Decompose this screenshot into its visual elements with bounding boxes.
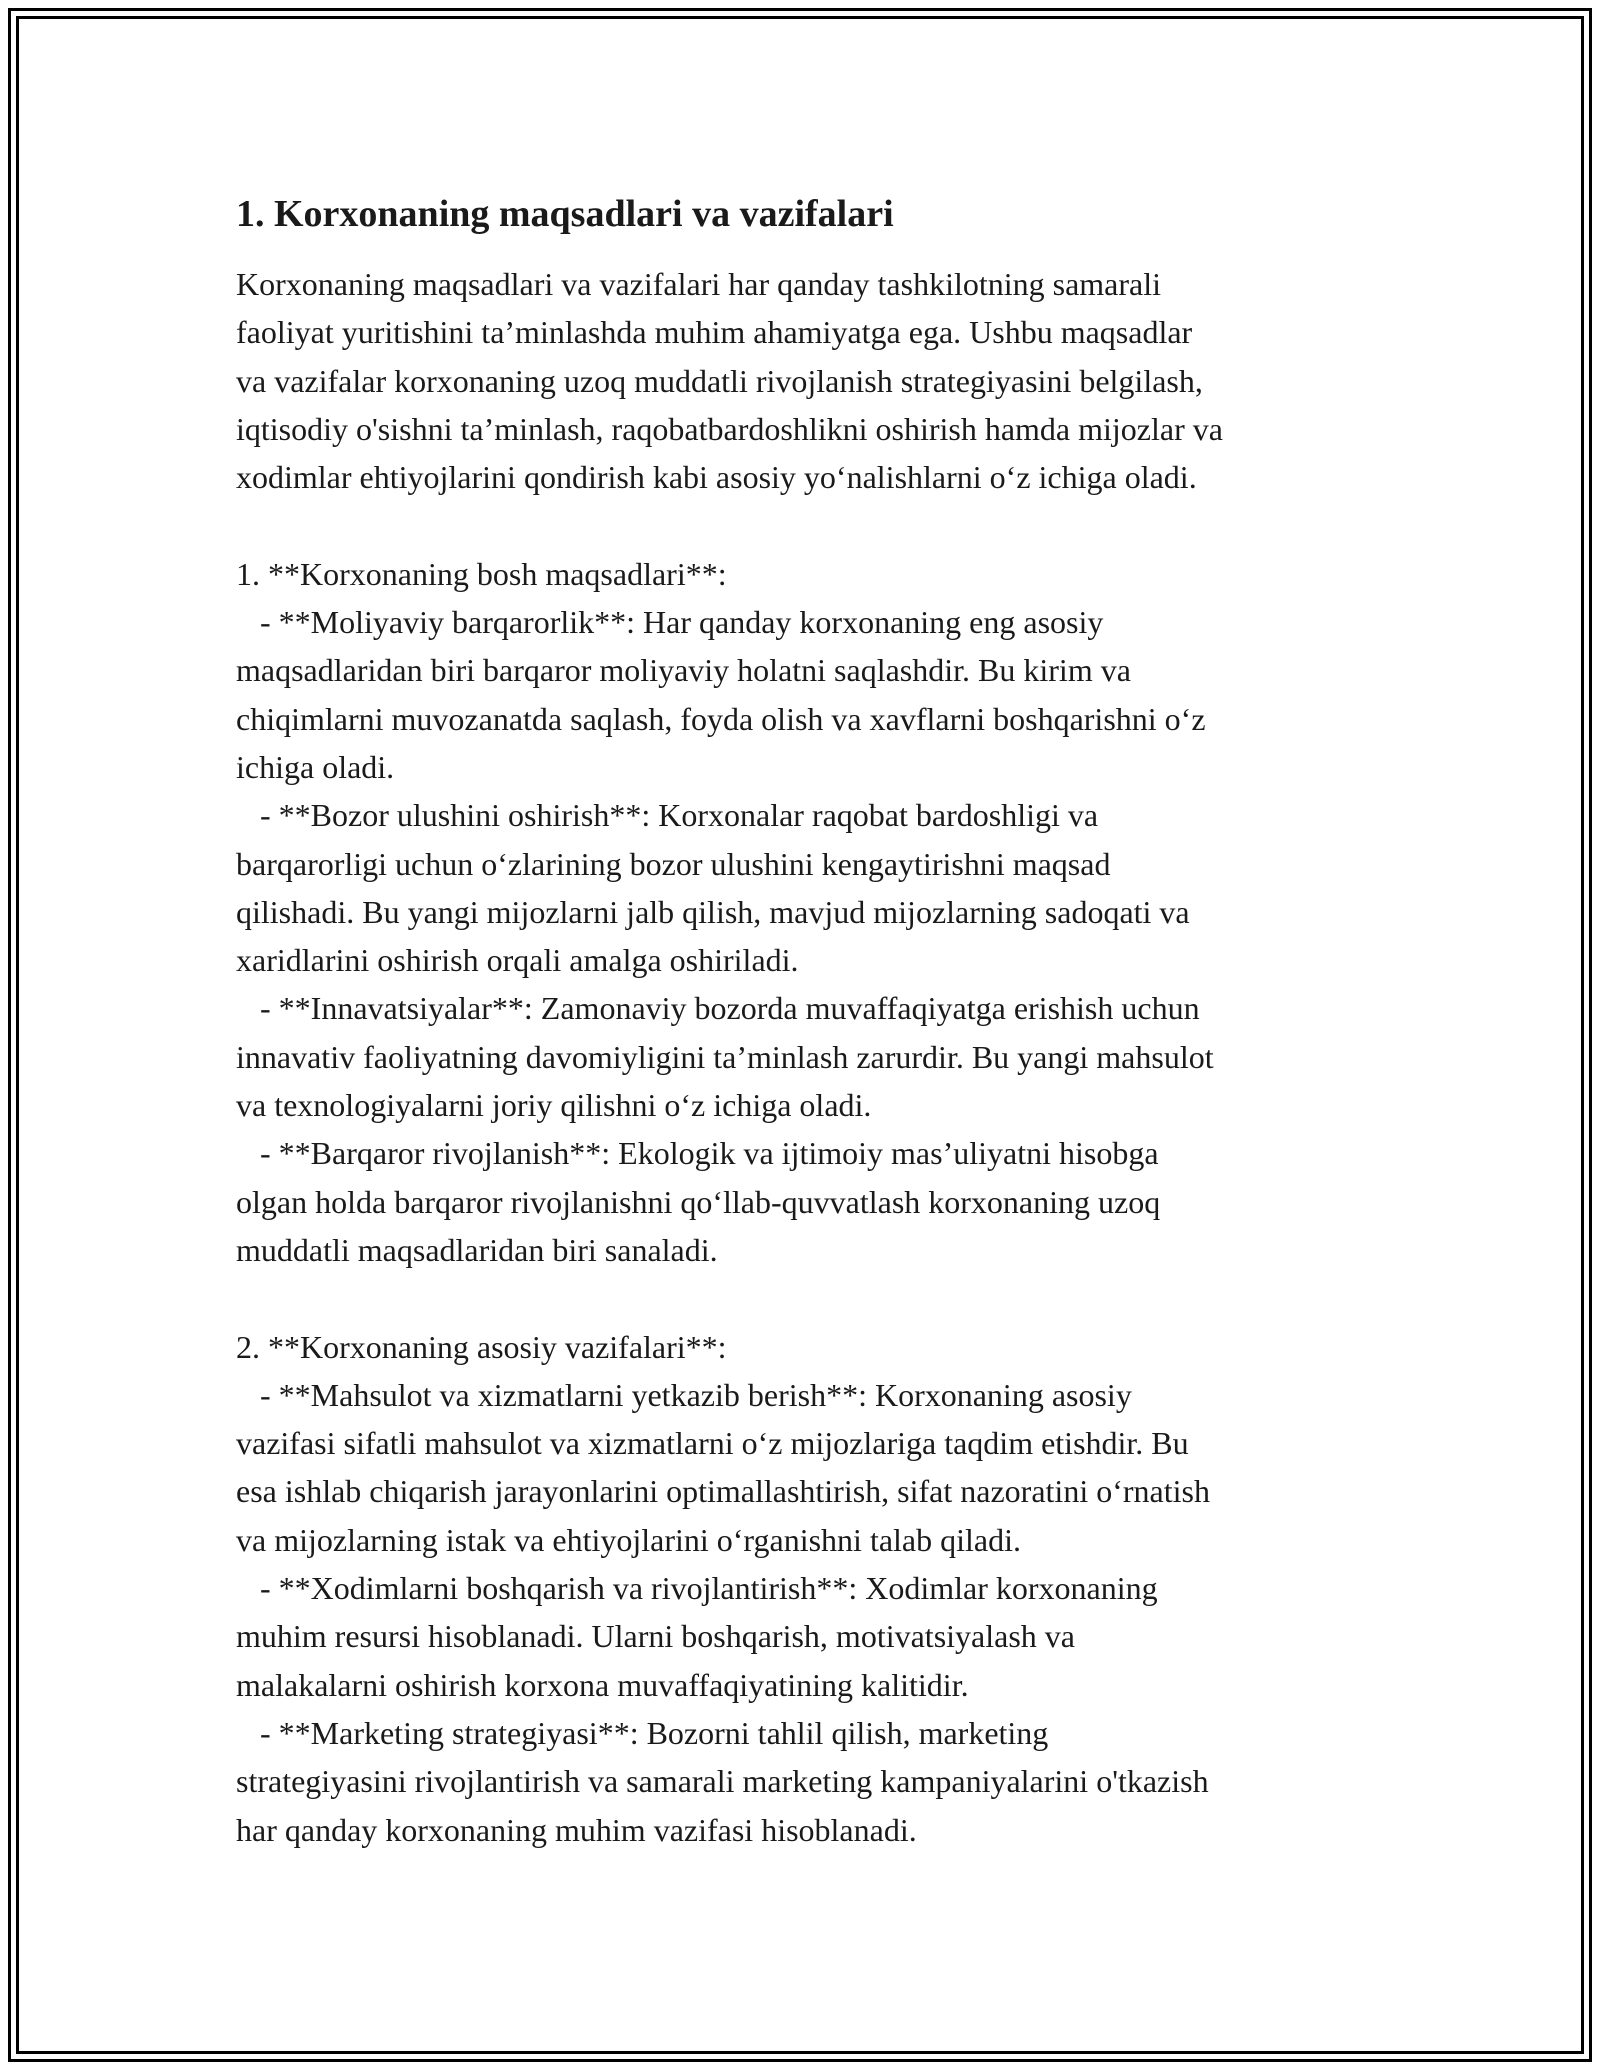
text-line: muddatli maqsadlaridan biri sanaladi.: [236, 1231, 718, 1268]
text-line: - **Bozor ulushini oshirish**: Korxonalar raqobat bardoshligi va: [236, 797, 1099, 834]
text-line: va texnologiyalarni joriy qilishni o‘z ichiga oladi.: [236, 1087, 872, 1124]
text-line: muhim resursi hisoblanadi. Ularni boshqarish, motivatsiyalash va: [236, 1618, 1075, 1655]
text-line: har qanday korxonaning muhim vazifasi hisoblanadi.: [236, 1811, 917, 1848]
text-line: iqtisodiy o'sishni ta’minlash, raqobatbardoshlikni oshirish hamda mijozlar va: [236, 410, 1223, 447]
paragraph-gap: [236, 1274, 1386, 1322]
section-heading: 1. **Korxonaning bosh maqsadlari**:: [236, 555, 727, 592]
text-line: - **Barqaror rivojlanish**: Ekologik va ijtimoiy mas’uliyatni hisobga: [236, 1135, 1159, 1172]
section-main-goals: [236, 550, 1386, 1274]
text-line: - **Mahsulot va xizmatlarni yetkazib berish**: Korxonaning asosiy: [236, 1376, 1132, 1413]
text-line: xaridlarini oshirish orqali amalga oshiriladi.: [236, 942, 799, 979]
text-line: strategiyasini rivojlantirish va samarali marketing kampaniyalarini o'tkazish: [236, 1763, 1209, 1800]
text-line: - **Innavatsiyalar**: Zamonaviy bozorda muvaffaqiyatga erishish uchun: [236, 990, 1200, 1027]
section-heading: 2. **Korxonaning asosiy vazifalari**:: [236, 1328, 727, 1365]
section-main-tasks: [236, 1323, 1386, 1854]
page-title: 1. Korxonaning maqsadlari va vazifalari: [236, 193, 894, 235]
text-line: ichiga oladi.: [236, 748, 395, 785]
text-line: - **Marketing strategiyasi**: Bozorni tahlil qilish, marketing: [236, 1714, 1049, 1751]
text-line: va vazifalar korxonaning uzoq muddatli rivojlanish strategiyasini belgilash,: [236, 362, 1203, 399]
document-body: [236, 186, 1386, 1854]
text-line: malakalarni oshirish korxona muvaffaqiyatining kalitidir.: [236, 1666, 969, 1703]
text-line: esa ishlab chiqarish jarayonlarini optimallashtirish, sifat nazoratini o‘rnatish: [236, 1473, 1210, 1510]
text-line: innavativ faoliyatning davomiyligini ta’minlash zarurdir. Bu yangi mahsulot: [236, 1038, 1214, 1075]
text-line: maqsadlaridan biri barqaror moliyaviy holatni saqlashdir. Bu kirim va: [236, 652, 1131, 689]
text-line: olgan holda barqaror rivojlanishni qo‘llab-quvvatlash korxonaning uzoq: [236, 1183, 1161, 1220]
text-line: chiqimlarni muvozanatda saqlash, foyda olish va xavflarni boshqarishni o‘z: [236, 700, 1206, 737]
text-line: xodimlar ehtiyojlarini qondirish kabi asosiy yo‘nalishlarni o‘z ichiga oladi.: [236, 459, 1197, 496]
text-line: Korxonaning maqsadlari va vazifalari har qanday tashkilotning samarali: [236, 266, 1162, 302]
intro-paragraph: [236, 260, 1386, 501]
text-line: - **Xodimlarni boshqarish va rivojlantirish**: Xodimlar korxonaning: [236, 1570, 1158, 1607]
text-line: barqarorligi uchun o‘zlarining bozor ulushini kengaytirishni maqsad: [236, 845, 1111, 882]
text-line: va mijozlarning istak va ehtiyojlarini o‘rganishni talab qiladi.: [236, 1521, 1021, 1558]
paragraph-gap: [236, 501, 1386, 549]
text-line: - **Moliyaviy barqarorlik**: Har qanday korxonaning eng asosiy: [236, 604, 1104, 641]
text-line: vazifasi sifatli mahsulot va xizmatlarni o‘z mijozlariga taqdim etishdir. Bu: [236, 1425, 1189, 1462]
text-line: faoliyat yuritishini ta’minlashda muhim ahamiyatga ega. Ushbu maqsadlar: [236, 314, 1193, 351]
text-line: qilishadi. Bu yangi mijozlarni jalb qilish, mavjud mijozlarning sadoqati va: [236, 893, 1190, 930]
